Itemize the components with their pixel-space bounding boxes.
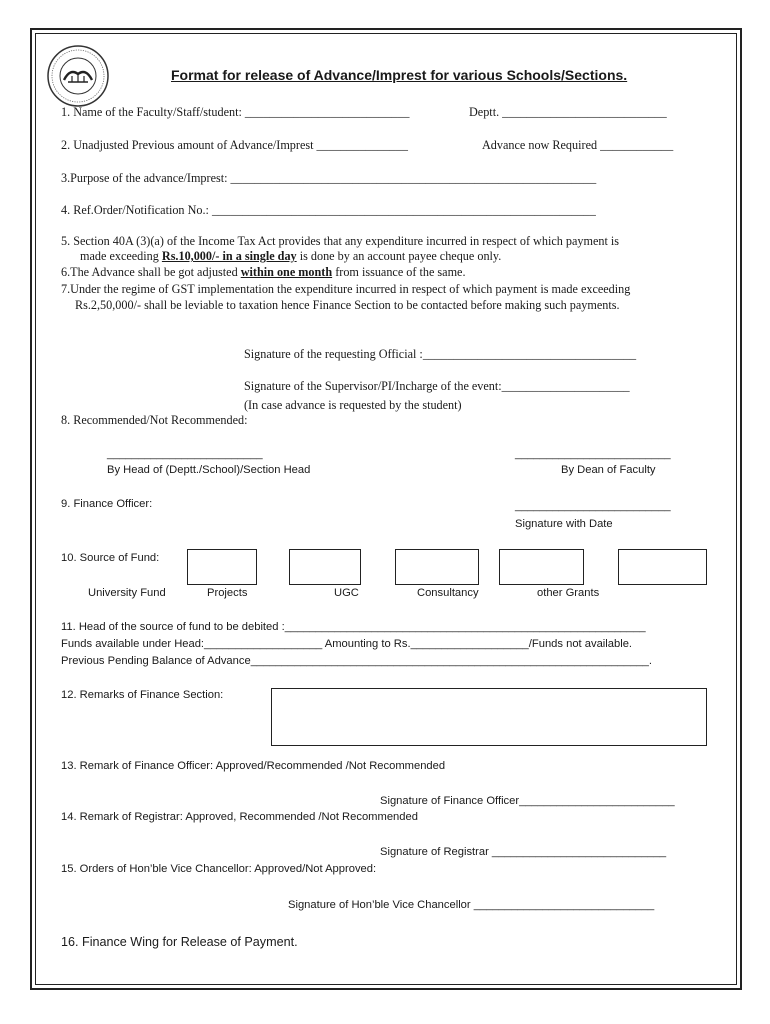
signature-requesting-official[interactable]: Signature of the requesting Official :___________________________________ (244, 347, 637, 361)
university-fund-checkbox[interactable] (187, 549, 257, 585)
registrar-remark: 14. Remark of Registrar: Approved, Recommended /Not Recommended (61, 811, 418, 823)
signature-vice-chancellor[interactable]: Signature of Hon’ble Vice Chancellor _____________________________ (288, 899, 655, 911)
projects-checkbox[interactable] (289, 549, 361, 585)
consultancy-checkbox[interactable] (499, 549, 584, 585)
finance-officer-remark: 13. Remark of Finance Officer: Approved/Recommended /Not Recommended (61, 760, 446, 772)
finance-section-remarks-label: 12. Remarks of Finance Section: (61, 689, 224, 701)
fund-option-other-grants: other Grants (537, 587, 600, 599)
page-title: Format for release of Advance/Imprest for various Schools/Sections. (171, 67, 628, 83)
deptt-field[interactable]: Deptt. ___________________________ (469, 105, 667, 119)
note-adjustment: 6.The Advance shall be got adjusted within one month from issuance of the same. (61, 265, 466, 279)
finance-officer-signature-caption: Signature with Date (515, 518, 613, 530)
head-source-fund-field[interactable]: 11. Head of the source of fund to be debited :__________________________________________________________ (61, 621, 646, 633)
signature-registrar[interactable]: Signature of Registrar ____________________________ (380, 846, 667, 858)
name-field[interactable]: 1. Name of the Faculty/Staff/student: ___________________________ (61, 105, 410, 119)
pending-balance-field[interactable]: Previous Pending Balance of Advance________________________________________________________________. (61, 655, 653, 667)
fund-option-university: University Fund (88, 587, 166, 599)
dean-caption: By Dean of Faculty (561, 464, 656, 476)
finance-wing-release: 16. Finance Wing for Release of Payment. (61, 935, 298, 949)
ref-order-field[interactable]: 4. Ref.Order/Notification No.: _______________________________________________________________ (61, 203, 596, 217)
finance-officer-label: 9. Finance Officer: (61, 498, 153, 510)
university-seal-icon (46, 44, 110, 108)
recommended-label: 8. Recommended/Not Recommended: (61, 413, 248, 427)
finance-officer-signature-line[interactable]: _________________________ (515, 500, 671, 512)
vice-chancellor-orders: 15. Orders of Hon’ble Vice Chancellor: Approved/Not Approved: (61, 863, 377, 875)
ugc-checkbox[interactable] (395, 549, 479, 585)
fund-option-projects: Projects (207, 587, 248, 599)
finance-section-remarks-box[interactable] (271, 688, 707, 746)
other-grants-checkbox[interactable] (618, 549, 707, 585)
source-of-fund-label: 10. Source of Fund: (61, 552, 160, 564)
dean-signature-line[interactable]: _________________________ (515, 448, 671, 460)
fund-option-ugc: UGC (334, 587, 359, 599)
advance-required-field[interactable]: Advance now Required ____________ (482, 138, 674, 152)
head-signature-line[interactable]: _________________________ (107, 448, 263, 460)
signature-finance-officer[interactable]: Signature of Finance Officer_________________________ (380, 795, 675, 807)
note-gst-line1: 7.Under the regime of GST implementation the expenditure incurred in respect of which payment is made exceeding (61, 282, 631, 296)
supervisor-note: (In case advance is requested by the student) (244, 398, 462, 412)
fund-option-consultancy: Consultancy (417, 587, 479, 599)
signature-supervisor[interactable]: Signature of the Supervisor/PI/Incharge of the event:_____________________ (244, 379, 630, 393)
note-section-40a-line1: 5. Section 40A (3)(a) of the Income Tax Act provides that any expenditure incurred in respect of which payment is (61, 234, 620, 248)
head-caption: By Head of (Deptt./School)/Section Head (107, 464, 311, 476)
funds-available-field[interactable]: Funds available under Head:___________________ Amounting to Rs.___________________/Funds not available. (61, 638, 633, 650)
note-gst-line2: Rs.2,50,000/- shall be leviable to taxation hence Finance Section to be contacted before making such payments. (75, 298, 620, 312)
purpose-field[interactable]: 3.Purpose of the advance/Imprest: ____________________________________________________________ (61, 171, 597, 185)
unadjusted-advance-field[interactable]: 2. Unadjusted Previous amount of Advance/Imprest _______________ (61, 138, 408, 152)
note-section-40a-line2: made exceeding Rs.10,000/- in a single day is done by an account payee cheque only. (80, 249, 502, 263)
